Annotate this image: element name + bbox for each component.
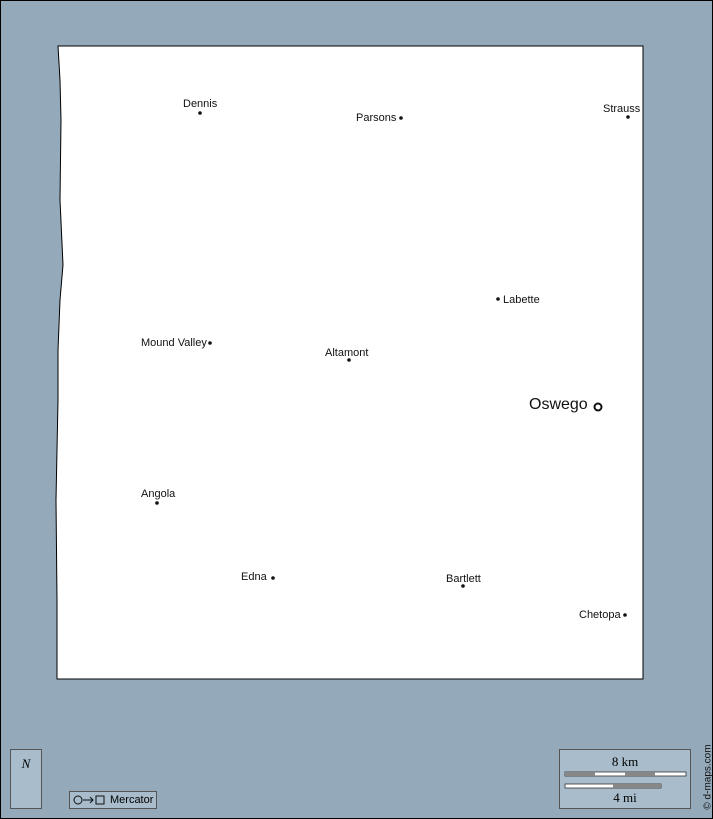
place-label-angola: Angola bbox=[141, 488, 176, 500]
place-marker-strauss bbox=[626, 115, 630, 119]
projection-legend bbox=[69, 791, 157, 809]
north-indicator bbox=[10, 749, 42, 809]
place-marker-oswego bbox=[595, 404, 602, 411]
place-label-strauss: Strauss bbox=[603, 103, 641, 115]
place-label-mound-valley: Mound Valley bbox=[141, 337, 207, 349]
scale-bar bbox=[559, 749, 691, 809]
scale-mi-label: 4 mi bbox=[613, 790, 637, 805]
place-label-edna: Edna bbox=[241, 571, 267, 583]
place-label-altamont: Altamont bbox=[325, 347, 369, 359]
place-label-labette: Labette bbox=[503, 294, 540, 306]
place-marker-chetopa bbox=[623, 613, 627, 617]
place-marker-edna bbox=[271, 576, 275, 580]
place-marker-mound-valley bbox=[208, 341, 212, 345]
place-label-dennis: Dennis bbox=[183, 98, 218, 110]
county-boundary bbox=[56, 46, 643, 679]
place-label-parsons: Parsons bbox=[356, 112, 397, 124]
place-label-bartlett: Bartlett bbox=[446, 573, 481, 585]
projection-label: Mercator bbox=[110, 794, 154, 806]
place-label-chetopa: Chetopa bbox=[579, 609, 621, 621]
place-marker-dennis bbox=[198, 111, 202, 115]
place-marker-angola bbox=[155, 501, 159, 505]
scale-km-label: 8 km bbox=[611, 754, 639, 769]
place-label-oswego: Oswego bbox=[529, 396, 588, 413]
place-marker-parsons bbox=[399, 116, 403, 120]
copyright-credit: © d-maps.com bbox=[702, 744, 713, 810]
north-label: N bbox=[21, 756, 31, 771]
place-marker-labette bbox=[496, 297, 500, 301]
projection-circle-to-square-icon bbox=[72, 792, 110, 808]
